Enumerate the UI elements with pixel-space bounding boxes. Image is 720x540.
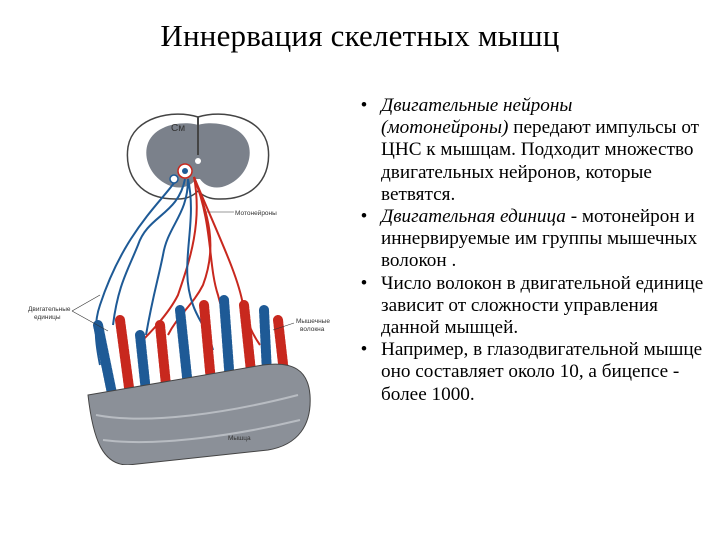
bullet-item: • Двигательная единица - мотонейрон и иннервируемые им группы мышечных волокон . xyxy=(360,206,698,272)
bullet-item: • Например, в глазодвигательной мышце оно составляет около 10, а бицепсе - более 1000. xyxy=(360,339,703,405)
bullet-list xyxy=(354,95,704,406)
svg-text:Мышечные: Мышечные xyxy=(296,318,330,325)
muscle-fibers-label xyxy=(296,318,330,333)
bullet-item: • Число волокон в двигательной единице зависит от сложности управления данной мышцей. xyxy=(360,272,704,339)
motor-units-label xyxy=(28,306,71,321)
muscle-innervation-illustration xyxy=(28,95,348,465)
motoneurons-label: Мотонейроны xyxy=(235,210,277,217)
muscle-label: Мышца xyxy=(228,435,251,442)
innervation-figure xyxy=(28,95,348,465)
svg-text:Двигательные: Двигательные xyxy=(28,306,71,313)
svg-text:волокна: волокна xyxy=(300,326,325,333)
spinal-cord-label: См xyxy=(171,123,186,134)
slide-title: Иннервация скелетных мышц xyxy=(160,18,560,53)
bullet-item: • Двигательные нейроны (мотонейроны) передают импульсы от ЦНС к мышцам. Подходит множество двигательных нейронов, которые ветвятся. xyxy=(360,95,700,205)
svg-text:единицы: единицы xyxy=(34,314,61,321)
